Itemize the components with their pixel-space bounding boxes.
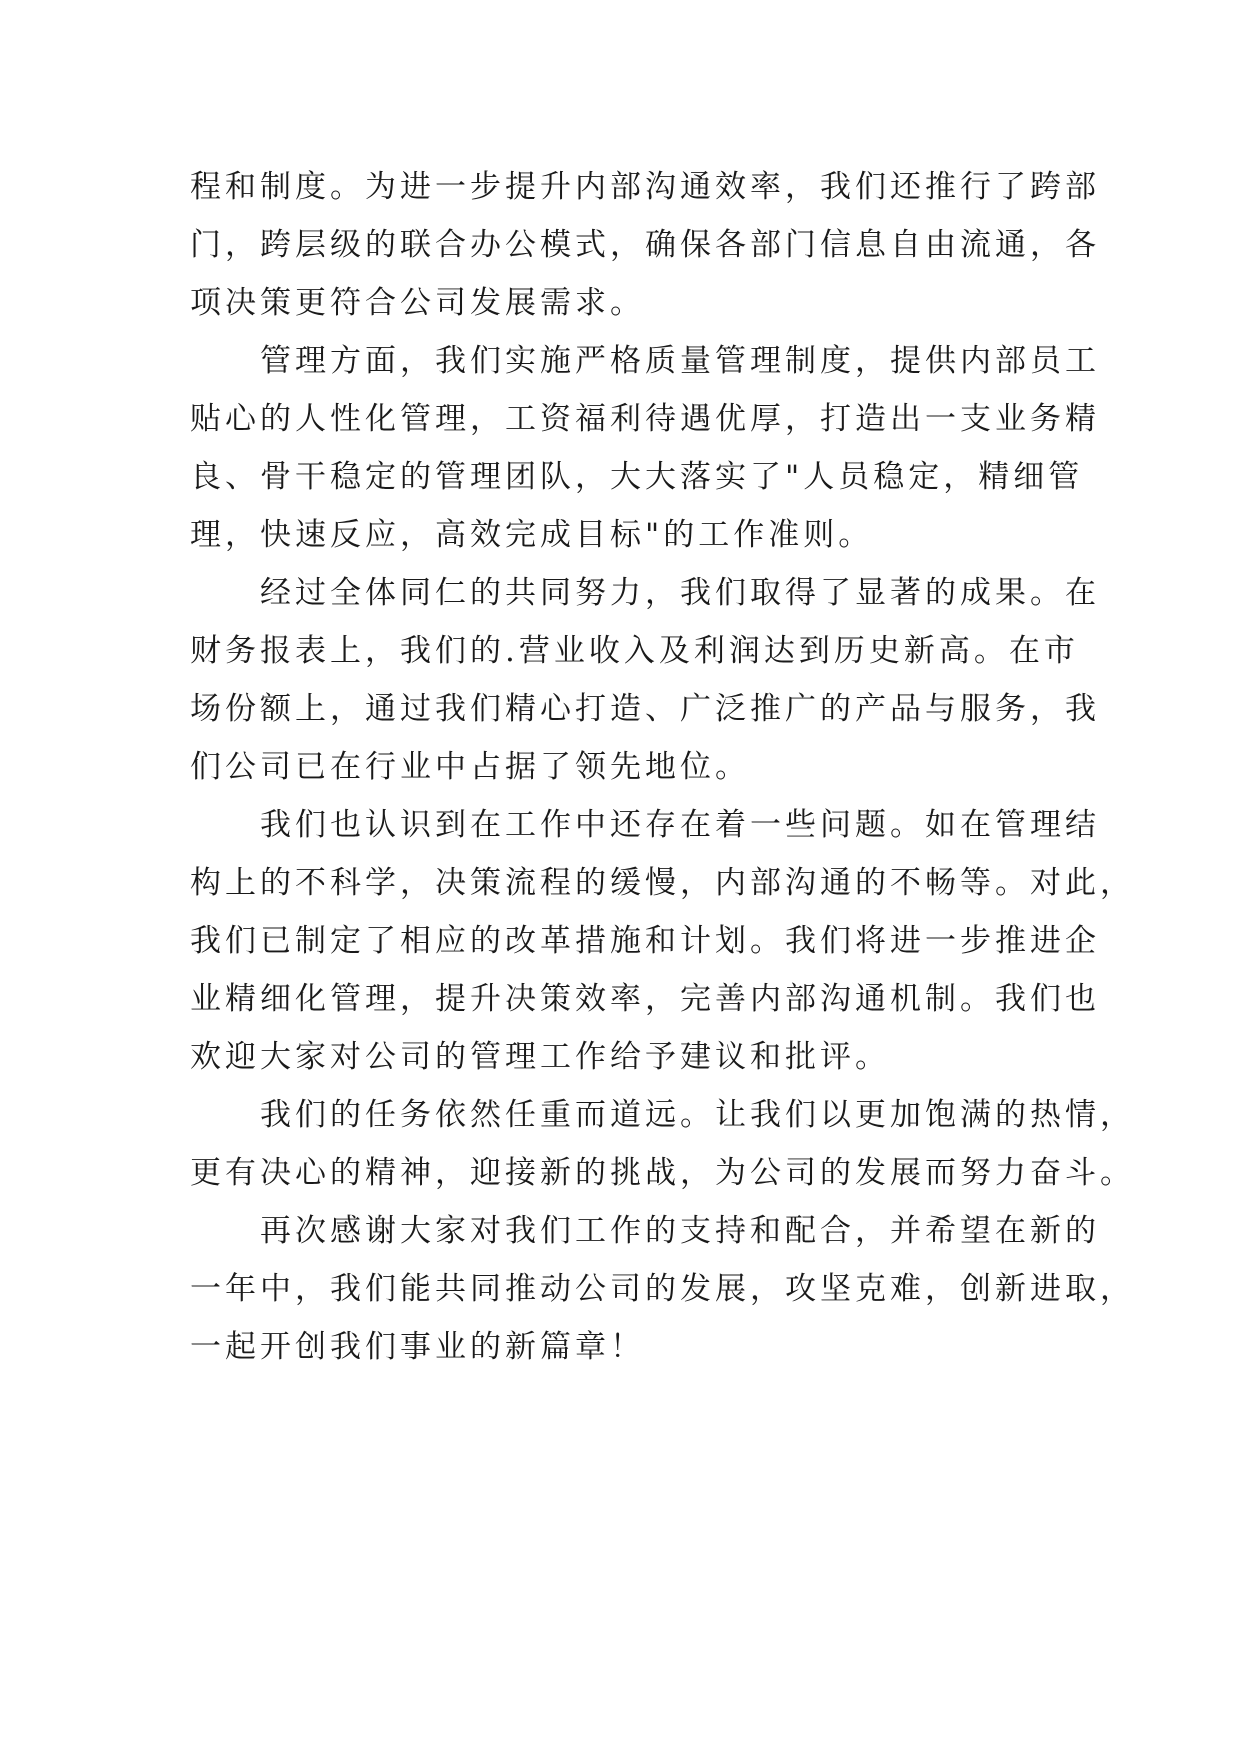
paragraph-4 <box>190 796 1135 1086</box>
paragraph-1 <box>190 158 1100 332</box>
text-line: 再次感谢大家对我们工作的支持和配合，并希望在新的 <box>190 1213 1100 1249</box>
text-line: 良、骨干稳定的管理团队，大大落实了"人员稳定，精细管 <box>190 459 1084 495</box>
paragraph-3 <box>190 564 1100 796</box>
text-line: 财务报表上，我们的.营业收入及利润达到历史新高。在市 <box>190 633 1079 669</box>
text-line: 一年中，我们能共同推动公司的发展，攻坚克难，创新进取， <box>190 1271 1135 1307</box>
text-line: 一起开创我们事业的新篇章！ <box>190 1329 645 1365</box>
text-line: 我们的任务依然任重而道远。让我们以更加饱满的热情， <box>190 1097 1135 1133</box>
text-line: 门，跨层级的联合办公模式，确保各部门信息自由流通，各 <box>190 227 1100 263</box>
text-line: 业精细化管理，提升决策效率，完善内部沟通机制。我们也 <box>190 981 1100 1017</box>
text-line: 管理方面，我们实施严格质量管理制度，提供内部员工 <box>190 343 1100 379</box>
paragraph-6 <box>190 1202 1135 1376</box>
text-line: 理，快速反应，高效完成目标"的工作准则。 <box>190 517 874 553</box>
text-line: 经过全体同仁的共同努力，我们取得了显著的成果。在 <box>190 575 1100 611</box>
text-line: 我们已制定了相应的改革措施和计划。我们将进一步推进企 <box>190 923 1100 959</box>
text-line: 程和制度。为进一步提升内部沟通效率，我们还推行了跨部 <box>190 169 1100 205</box>
text-line: 场份额上，通过我们精心打造、广泛推广的产品与服务，我 <box>190 691 1100 727</box>
text-line: 欢迎大家对公司的管理工作给予建议和批评。 <box>190 1039 890 1075</box>
text-line: 项决策更符合公司发展需求。 <box>190 285 645 321</box>
document-body <box>190 158 1135 1376</box>
text-line: 更有决心的精神，迎接新的挑战，为公司的发展而努力奋斗。 <box>190 1155 1135 1191</box>
paragraph-5 <box>190 1086 1135 1202</box>
paragraph-2 <box>190 332 1100 564</box>
text-line: 构上的不科学，决策流程的缓慢，内部沟通的不畅等。对此， <box>190 865 1135 901</box>
text-line: 们公司已在行业中占据了领先地位。 <box>190 749 750 785</box>
text-line: 我们也认识到在工作中还存在着一些问题。如在管理结 <box>190 807 1100 843</box>
text-line: 贴心的人性化管理，工资福利待遇优厚，打造出一支业务精 <box>190 401 1100 437</box>
